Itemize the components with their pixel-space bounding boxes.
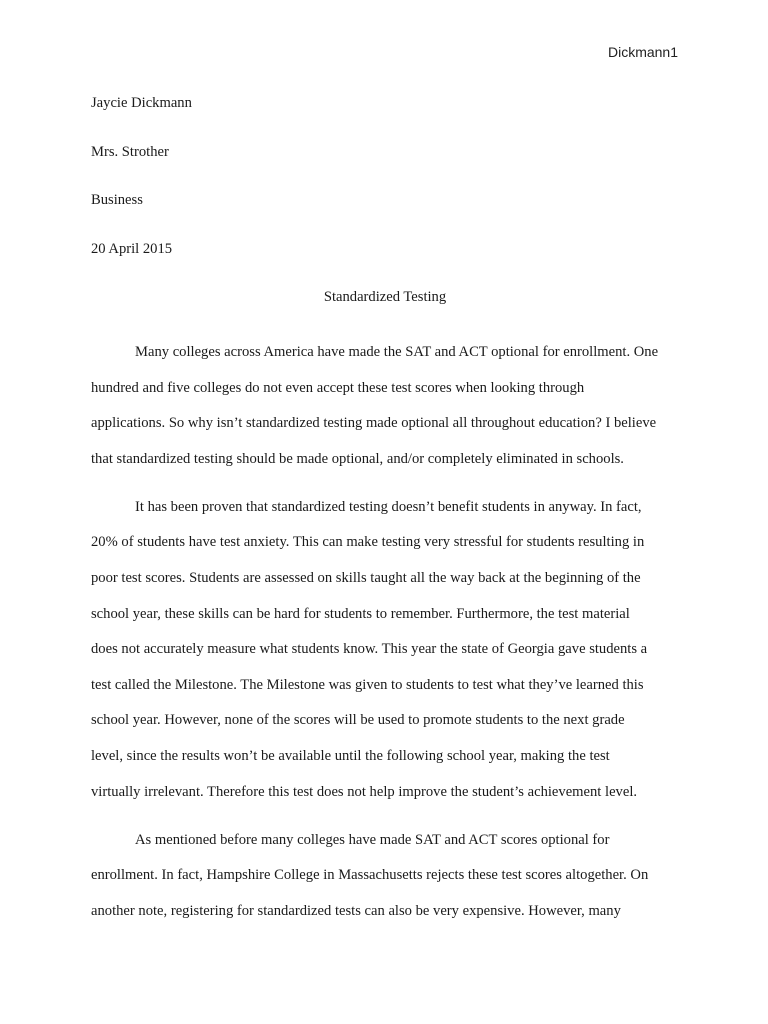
- mla-heading: [91, 93, 679, 287]
- paragraph-line: enrollment. In fact, Hampshire College in Massachusetts rejects these test scores altogether. On: [91, 867, 649, 884]
- teacher-name: Mrs. Strother: [91, 143, 169, 160]
- essay-date: 20 April 2015: [91, 240, 173, 257]
- essay-title: Standardized Testing: [323, 289, 447, 305]
- paragraph-line: It has been proven that standardized testing doesn’t benefit students in anyway. In fact,: [135, 498, 642, 515]
- paragraph-line: that standardized testing should be made optional, and/or completely eliminated in schools.: [91, 450, 624, 467]
- paragraph-line: hundred and five colleges do not even accept these test scores when looking through: [91, 379, 585, 396]
- paragraph-line: school year, these skills can be hard for students to remember. Furthermore, the test material: [91, 605, 630, 622]
- paragraph-line: level, since the results won’t be available until the following school year, making the test: [91, 748, 610, 765]
- paragraph-line: applications. So why isn’t standardized testing made optional all throughout education? I believe: [91, 415, 657, 432]
- running-header: Dickmann1: [607, 44, 678, 60]
- paragraph-line: school year. However, none of the scores will be used to promote students to the next grade: [91, 712, 625, 729]
- paragraph-3: [91, 823, 679, 930]
- paragraph-line: Many colleges across America have made the SAT and ACT optional for enrollment. One: [135, 344, 659, 360]
- course-name: Business: [91, 192, 143, 208]
- student-name: Jaycie Dickmann: [91, 95, 192, 111]
- paragraph-line: another note, registering for standardized tests can also be very expensive. However, many: [91, 902, 621, 919]
- paragraph-line: virtually irrelevant. Therefore this test does not help improve the student’s achievement level.: [91, 783, 638, 800]
- paragraph-line: 20% of students have test anxiety. This can make testing very stressful for students resulting in: [91, 534, 645, 551]
- paragraph-2: [91, 490, 679, 810]
- paragraph-line: does not accurately measure what students know. This year the state of Georgia gave students a: [91, 641, 648, 658]
- paragraph-line: poor test scores. Students are assessed on skills taught all the way back at the beginning of the: [91, 570, 641, 587]
- paragraph-line: As mentioned before many colleges have made SAT and ACT scores optional for: [135, 831, 610, 848]
- paragraph-1: [91, 335, 679, 477]
- essay-body: [91, 335, 679, 942]
- paragraph-line: test called the Milestone. The Milestone was given to students to test what they’ve learned this: [91, 676, 644, 693]
